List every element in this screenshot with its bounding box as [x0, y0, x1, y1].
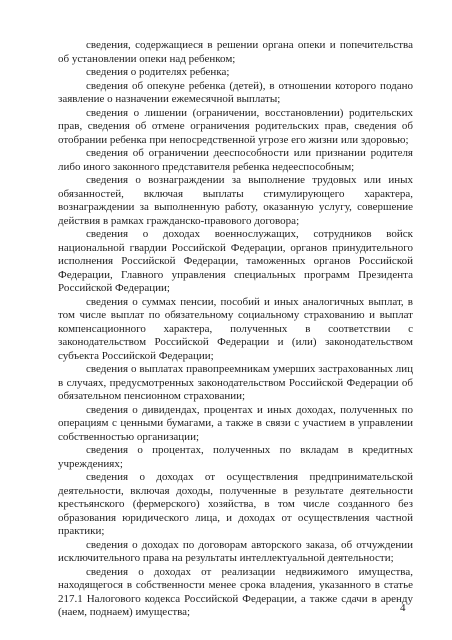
paragraph: сведения, содержащиеся в решении органа опеки и попечительства об установлении опеки над ребенком;: [58, 39, 413, 65]
page-number: 4: [400, 602, 406, 614]
paragraph: сведения о родителях ребенка;: [86, 66, 230, 78]
paragraph: сведения о доходах от реализации недвижимого имущества, находящегося в собственности менее срока владения, указанного в статье 217.1 Налогового кодекса Российской Федерации, а также сдачи в аренду (наем, поднаем) имущества;: [58, 565, 413, 618]
paragraph: сведения о дивидендах, процентах и иных доходах, полученных по операциям с ценными бумагами, а также в связи с участием в управлении собственностью организации;: [58, 403, 413, 443]
paragraph: сведения о суммах пенсии, пособий и иных аналогичных выплат, в том числе выплат по обязательному социальному страхованию и выплат компенсационного характера, полученных в соответствии с законодательством Российской Федерации и (или) законодательством субъекта Российской Федерации;: [58, 295, 413, 362]
paragraph: сведения о выплатах правопреемникам умерших застрахованных лиц в случаях, предусмотренных законодательством Российской Федерации об обязательном пенсионном страховании;: [58, 363, 413, 402]
paragraph: сведения о доходах по договорам авторского заказа, об отчуждении исключительного права на результаты интеллектуальной деятельности;: [58, 538, 413, 564]
paragraph: сведения о вознаграждении за выполнение трудовых или иных обязанностей, включая выплаты стимулирующего характера, вознаграждении за выполненную работу, оказанную услугу, совершение действия в рамках гражданско-правового договора;: [58, 174, 413, 227]
paragraph: сведения о лишении (ограничении, восстановлении) родительских прав, сведения об отмене ограничения родительских прав, сведения об отобрании ребенка при непосредственной угрозе его жизни или здоровью;: [58, 106, 413, 146]
paragraph: сведения об опекуне ребенка (детей), в отношении которого подано заявление о назначении ежемесячной выплаты;: [58, 79, 413, 105]
paragraph: сведения об ограничении дееспособности или признании родителя либо иного законного представителя ребенка недееспособным;: [58, 147, 413, 173]
document-body: [58, 39, 413, 620]
paragraph: сведения о процентах, полученных по вкладам в кредитных учреждениях;: [58, 444, 413, 470]
paragraph: сведения о доходах от осуществления предпринимательской деятельности, включая доходы, полученные в результате деятельности крестьянского (фермерского) хозяйства, в том числе созданного без образования юридического лица, и доходах от осуществления частной практики;: [58, 471, 413, 537]
paragraph: сведения о доходах военнослужащих, сотрудников войск национальной гвардии Российской Федерации, органов принудительного исполнения Российской Федерации, таможенных органов Российской Федерации, Главного управления специальных программ Президента Российской Федерации;: [58, 228, 413, 294]
